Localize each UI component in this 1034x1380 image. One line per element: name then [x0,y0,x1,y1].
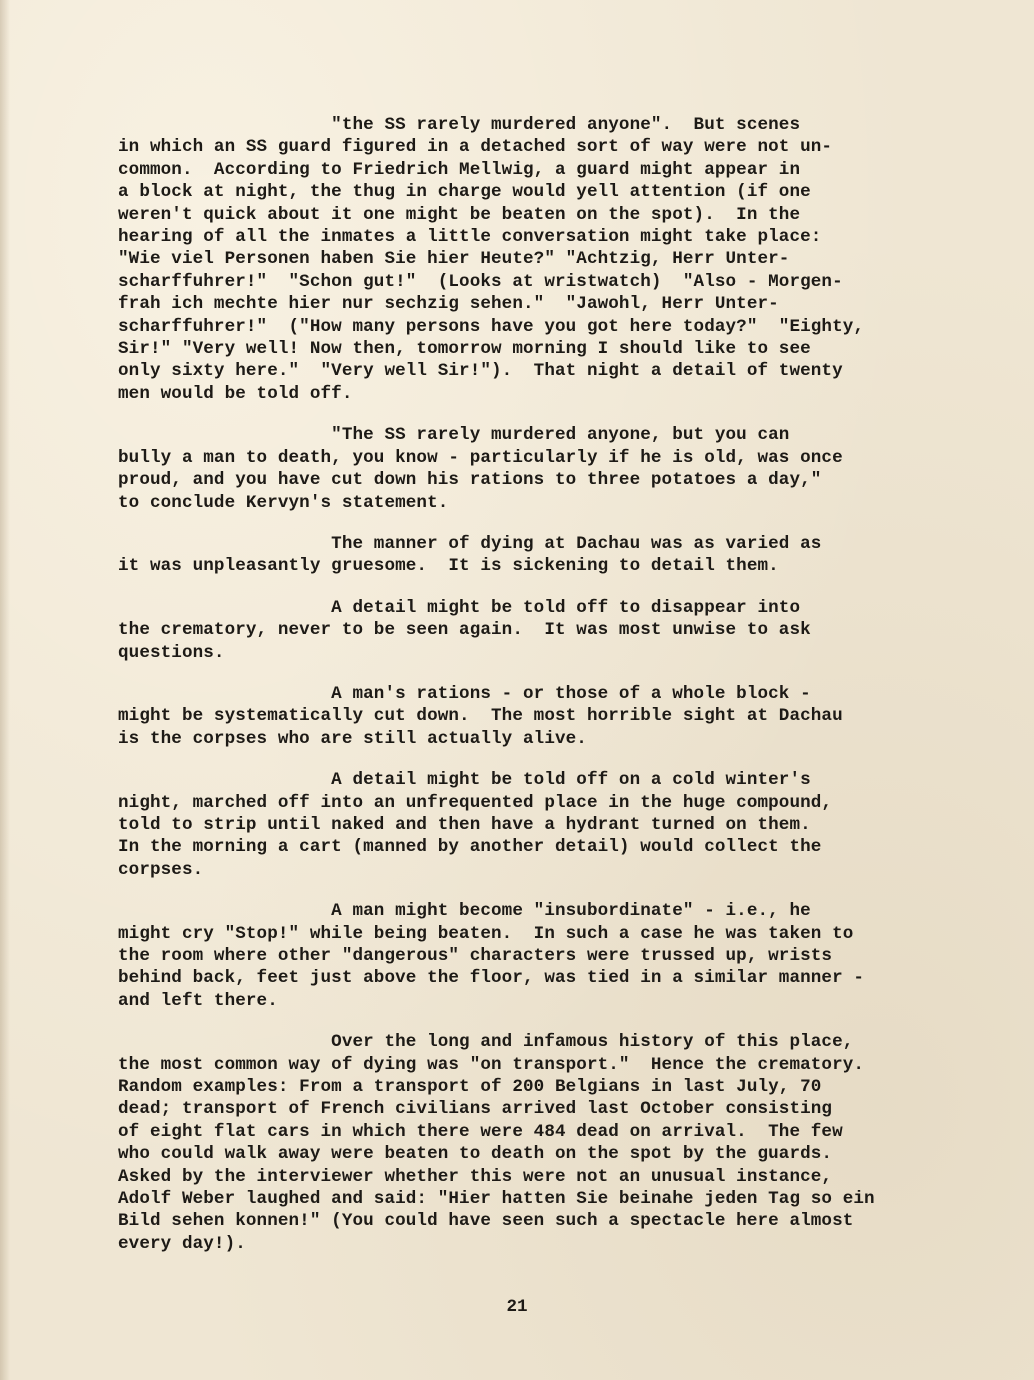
text-line: Bild sehen konnen!" (You could have seen such a spectacle here almost [118,1211,854,1232]
text-line: the most common way of dying was "on transport." Hence the crematory. [118,1054,865,1075]
text-line: to conclude Kervyn's statement. [118,492,449,513]
text-line: In the morning a cart (manned by another detail) would collect the [118,837,822,858]
paragraph-insubordinate [118,900,918,1012]
page-number: 21 [506,1297,528,1317]
text-line: Asked by the interviewer whether this were not an unusual instance, [118,1166,833,1187]
text-line: Over the long and infamous history of this place, [118,1032,854,1053]
text-line: questions. [118,642,225,663]
text-line: "The SS rarely murdered anyone, but you can [118,425,790,446]
text-line: might be systematically cut down. The most horrible sight at Dachau [118,706,843,727]
text-line: behind back, feet just above the floor, was tied in a similar manner - [118,968,865,989]
paragraph-winter-night [118,769,918,881]
text-line: in which an SS guard figured in a detached sort of way were not un- [118,137,833,158]
paragraph-rations [118,683,918,750]
text-line: might cry "Stop!" while being beaten. In such a case he was taken to [118,923,854,944]
paragraph-transport [118,1031,918,1255]
text-line: scharffuhrer!" ("How many persons have you got here today?" "Eighty, [118,316,865,337]
text-line: dead; transport of French civilians arrived last October consisting [118,1099,833,1120]
text-line: and left there. [118,990,278,1011]
paragraph-crematory-detail [118,597,918,664]
text-line: The manner of dying at Dachau was as varied as [118,533,822,554]
body-text [118,114,918,1274]
text-line: every day!). [118,1233,246,1254]
text-line: men would be told off. [118,383,353,404]
text-line: a block at night, the thug in charge would yell attention (if one [118,182,811,203]
text-line: is the corpses who are still actually alive. [118,728,587,749]
text-line: told to strip until naked and then have a hydrant turned on them. [118,814,811,835]
text-line: Adolf Weber laughed and said: "Hier hatten Sie beinahe jeden Tag so ein [118,1189,875,1210]
text-line: proud, and you have cut down his rations to three potatoes a day," [118,470,822,491]
text-line: "Wie viel Personen haben Sie hier Heute?" "Achtzig, Herr Unter- [118,249,790,270]
text-line: corpses. [118,859,204,880]
text-line: frah ich mechte hier nur sechzig sehen." "Jawohl, Herr Unter- [118,294,779,315]
paragraph-ss-conversation [118,114,918,405]
text-line: bully a man to death, you know - particularly if he is old, was once [118,447,843,468]
text-line: weren't quick about it one might be beaten on the spot). In the [118,204,801,225]
page-binding-edge [0,0,10,1380]
text-line: "the SS rarely murdered anyone". But scenes [118,115,801,135]
text-line: of eight flat cars in which there were 484 dead on arrival. The few [118,1121,843,1142]
text-line: who could walk away were beaten to death on the spot by the guards. [118,1144,833,1165]
text-line: only sixty here." "Very well Sir!"). That night a detail of twenty [118,361,843,382]
text-line: common. According to Friedrich Mellwig, a guard might appear in [118,159,801,180]
text-line: the crematory, never to be seen again. It was most unwise to ask [118,620,811,641]
text-line: hearing of all the inmates a little conversation might take place: [118,227,822,248]
text-line: night, marched off into an unfrequented place in the huge compound, [118,792,833,813]
text-line: the room where other "dangerous" characters were trussed up, wrists [118,946,833,966]
text-line: it was unpleasantly gruesome. It is sickening to detail them. [118,556,779,577]
text-line: Sir!" "Very well! Now then, tomorrow morning I should like to see [118,339,811,360]
text-line: scharffuhrer!" "Schon gut!" (Looks at wristwatch) "Also - Morgen- [118,271,843,292]
text-line: A detail might be told off on a cold winter's [118,770,811,791]
text-line: Random examples: From a transport of 200 Belgians in last July, 70 [118,1077,822,1098]
text-line: A man's rations - or those of a whole block - [118,683,811,704]
paragraph-manner-of-dying [118,533,918,578]
paragraph-kervyn-statement [118,424,918,514]
text-line: A detail might be told off to disappear into [118,597,801,618]
text-line: A man might become "insubordinate" - i.e., he [118,901,811,922]
